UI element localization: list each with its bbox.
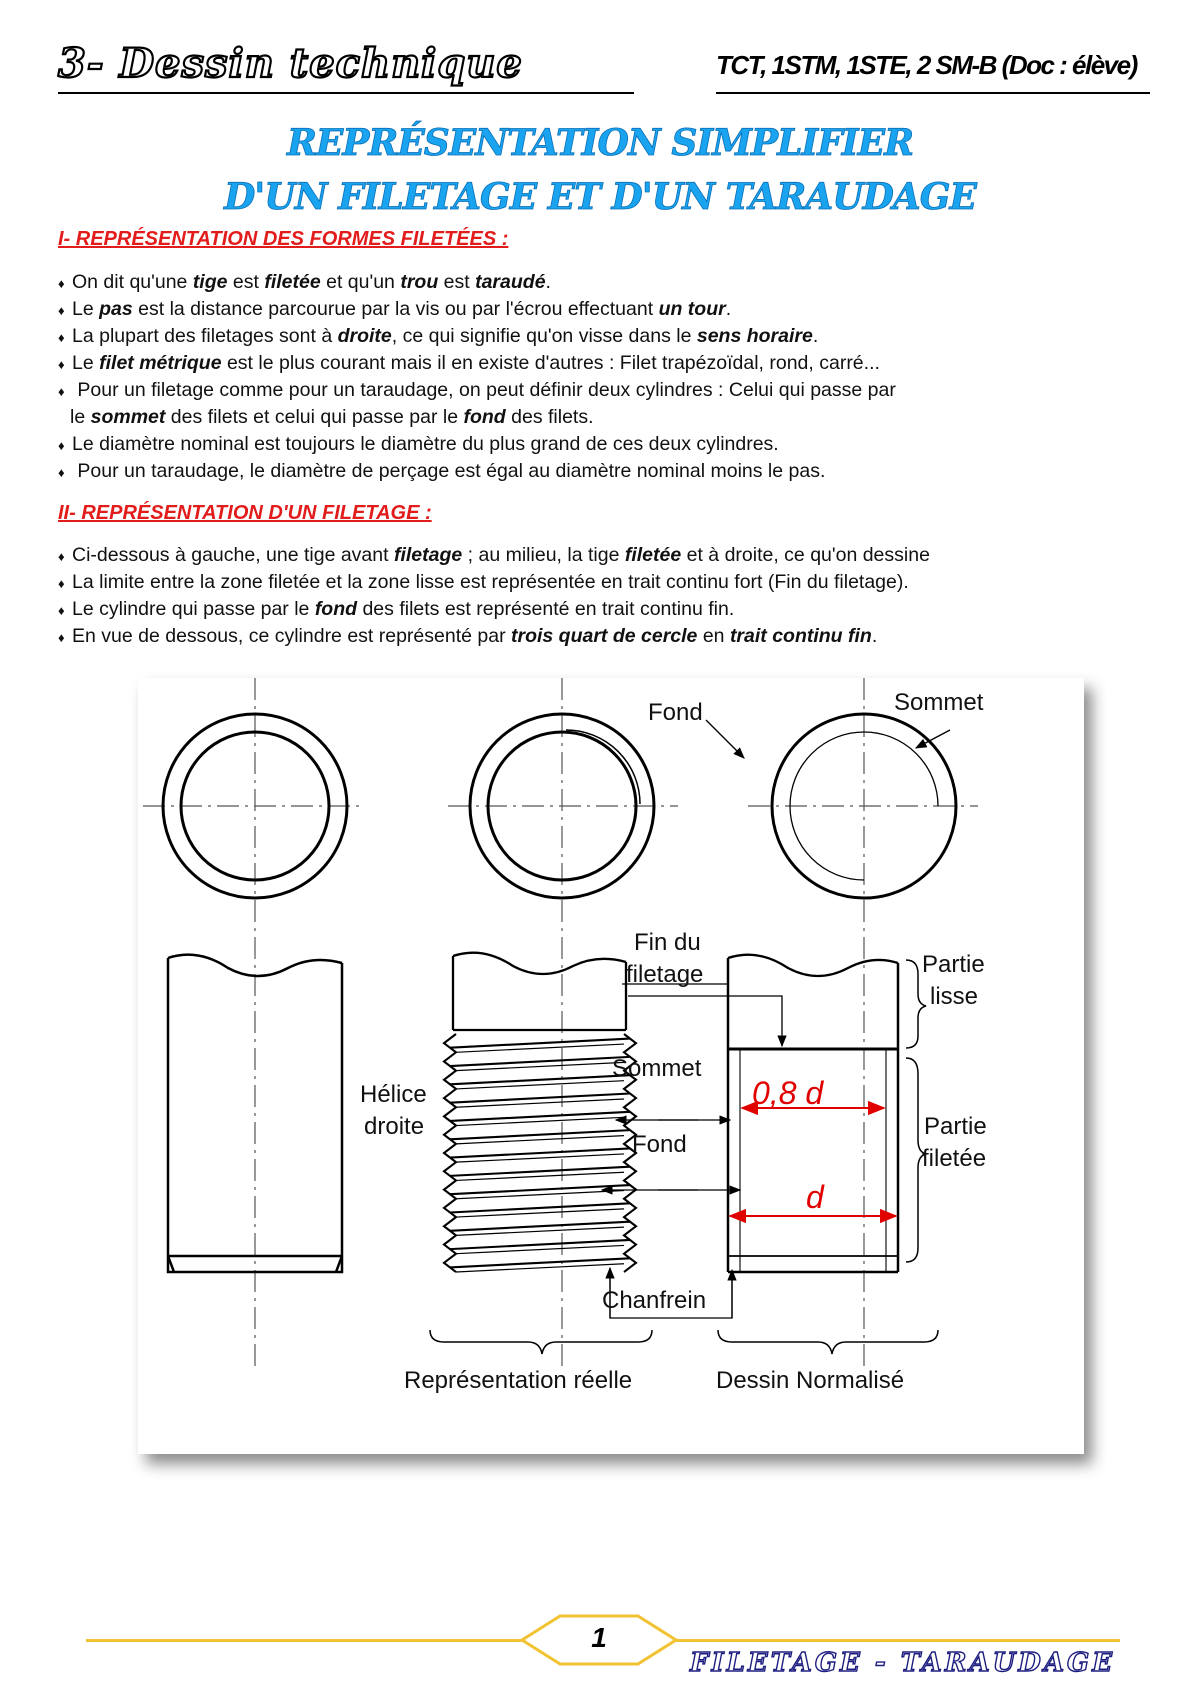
section1-bullet-3: ♦ La plupart des filetages sont à droite, ce qui signifie qu'on visse dans le sens horaire.	[58, 325, 819, 347]
main-title-line1: REPRÉSENTATION SIMPLIFIER	[286, 122, 913, 164]
page-number: 1	[591, 1622, 607, 1653]
section1-bullet-5: ♦ Pour un filetage comme pour un taraudage, on peut définir deux cylindres : Celui qui passe par	[58, 379, 896, 401]
section2-bullet-1: ♦ Ci-dessous à gauche, une tige avant filetage ; au milieu, la tige filetée et à droite, ce qu'on dessine	[58, 544, 930, 566]
label-chanfrein: Chanfrein	[602, 1287, 707, 1314]
header-left-title: 3- Dessin technique	[58, 40, 523, 87]
section1-bullet-6: ♦ Le diamètre nominal est toujours le diamètre du plus grand de ces deux cylindres.	[58, 433, 779, 455]
label-fond-top: Fond	[648, 699, 703, 726]
section1-bullet-7: ♦ Pour un taraudage, le diamètre de perçage est égal au diamètre nominal moins le pas.	[58, 460, 826, 482]
dim-0-8d: 0,8 d	[752, 1075, 824, 1111]
thread-helix	[444, 1034, 636, 1272]
section1-bullet-5-cont: le sommet des filets et celui qui passe par le fond des filets.	[70, 406, 594, 428]
section2-heading: II- REPRÉSENTATION D'UN FILETAGE :	[58, 502, 432, 524]
label-dessin-normalise: Dessin Normalisé	[716, 1367, 905, 1394]
section2-bullet-2: ♦ La limite entre la zone filetée et la zone lisse est représentée en trait continu fort (Fin du filetage).	[58, 571, 909, 593]
label-partie-filetee-1: Partie	[924, 1113, 987, 1140]
header-left-underline	[58, 92, 634, 94]
thread-figure	[138, 678, 1084, 1454]
label-filetee: filetée	[922, 1145, 987, 1172]
main-title-line2: D'UN FILETAGE ET D'UN TARAUDAGE	[224, 176, 976, 218]
footer-line-right	[676, 1639, 1120, 1642]
label-filetage: filetage	[626, 961, 704, 988]
section1-bullet-1: ♦ On dit qu'une tige est filetée et qu'un trou est taraudé.	[58, 271, 551, 293]
header-right-underline	[716, 92, 1150, 94]
label-droite: droite	[364, 1113, 425, 1140]
dim-d: d	[806, 1179, 824, 1215]
header-right-title: TCT, 1STM, 1STE, 2 SM-B (Doc : élève)	[716, 50, 1137, 80]
label-helice: Hélice	[360, 1081, 427, 1108]
section1-heading: I- REPRÉSENTATION DES FORMES FILETÉES :	[58, 228, 509, 250]
label-sommet-top: Sommet	[894, 689, 984, 716]
section2-bullet-4: ♦ En vue de dessous, ce cylindre est représenté par trois quart de cercle en trait continu fin.	[58, 625, 878, 647]
label-fin-du: Fin du	[634, 929, 701, 956]
label-fond-mid: Fond	[632, 1131, 687, 1158]
footer-line-left	[86, 1639, 522, 1642]
label-sommet-mid: Sommet	[612, 1055, 702, 1082]
label-lisse: lisse	[930, 983, 979, 1010]
section1-bullet-2: ♦ Le pas est la distance parcourue par la vis ou par l'écrou effectuant un tour.	[58, 298, 732, 320]
footer-title: FILETAGE - TARAUDAGE	[690, 1648, 1116, 1678]
thread-drawing	[138, 678, 1084, 1454]
label-partie-lisse-1: Partie	[922, 951, 985, 978]
section2-bullet-3: ♦ Le cylindre qui passe par le fond des filets est représenté en trait continu fin.	[58, 598, 735, 620]
label-representation-reelle: Représentation réelle	[404, 1367, 633, 1394]
section1-bullet-4: ♦ Le filet métrique est le plus courant mais il en existe d'autres : Filet trapézoïdal, rond, carré...	[58, 352, 880, 374]
